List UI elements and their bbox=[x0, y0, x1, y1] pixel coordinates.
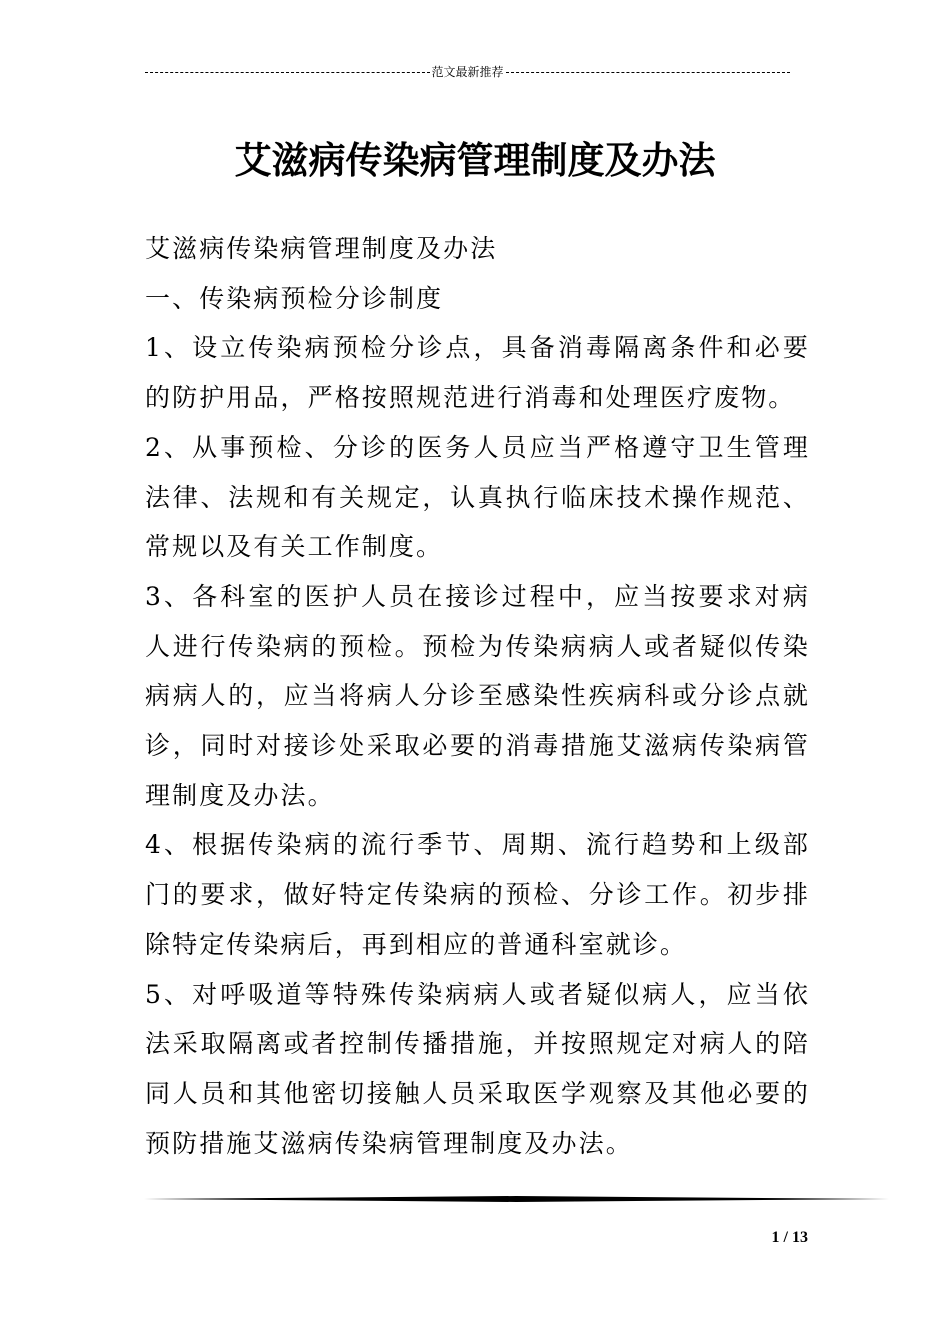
header-dash-right bbox=[506, 72, 791, 73]
paragraph: 艾滋病传染病管理制度及办法 bbox=[145, 234, 498, 263]
footer-rule bbox=[144, 1196, 889, 1202]
page-number: 1 / 13 bbox=[771, 1229, 808, 1246]
document-title: 艾滋病传染病管理制度及办法 bbox=[234, 138, 716, 182]
paragraph: 1、设立传染病预检分诊点，具备消毒隔离条件和必要的防护用品，严格按照规范进行消毒和处理医疗废物。 bbox=[145, 333, 810, 413]
document-body bbox=[145, 224, 810, 1168]
header-label: 范文最新推荐 bbox=[431, 65, 504, 79]
paragraph: 3、各科室的医护人员在接诊过程中，应当按要求对病人进行传染病的预检。预检为传染病病人或者疑似传染病病人的，应当将病人分诊至感染性疾病科或分诊点就诊，同时对接诊处采取必要的消毒措施艾滋病传染病管理制度及办法。 bbox=[145, 581, 810, 810]
paragraph: 4、根据传染病的流行季节、周期、流行趋势和上级部门的要求，做好特定传染病的预检、分诊工作。初步排除特定传染病后，再到相应的普通科室就诊。 bbox=[145, 830, 810, 959]
page-header bbox=[145, 64, 790, 80]
paragraph: 5、对呼吸道等特殊传染病病人或者疑似病人，应当依法采取隔离或者控制传播措施，并按照规定对病人的陪同人员和其他密切接触人员采取医学观察及其他必要的预防措施艾滋病传染病管理制度及办法。 bbox=[145, 979, 810, 1158]
header-dash-left bbox=[145, 72, 430, 73]
paragraph: 一、传染病预检分诊制度 bbox=[145, 283, 444, 313]
paragraph: 2、从事预检、分诊的医务人员应当严格遵守卫生管理法律、法规和有关规定，认真执行临床技术操作规范、常规以及有关工作制度。 bbox=[145, 432, 810, 562]
